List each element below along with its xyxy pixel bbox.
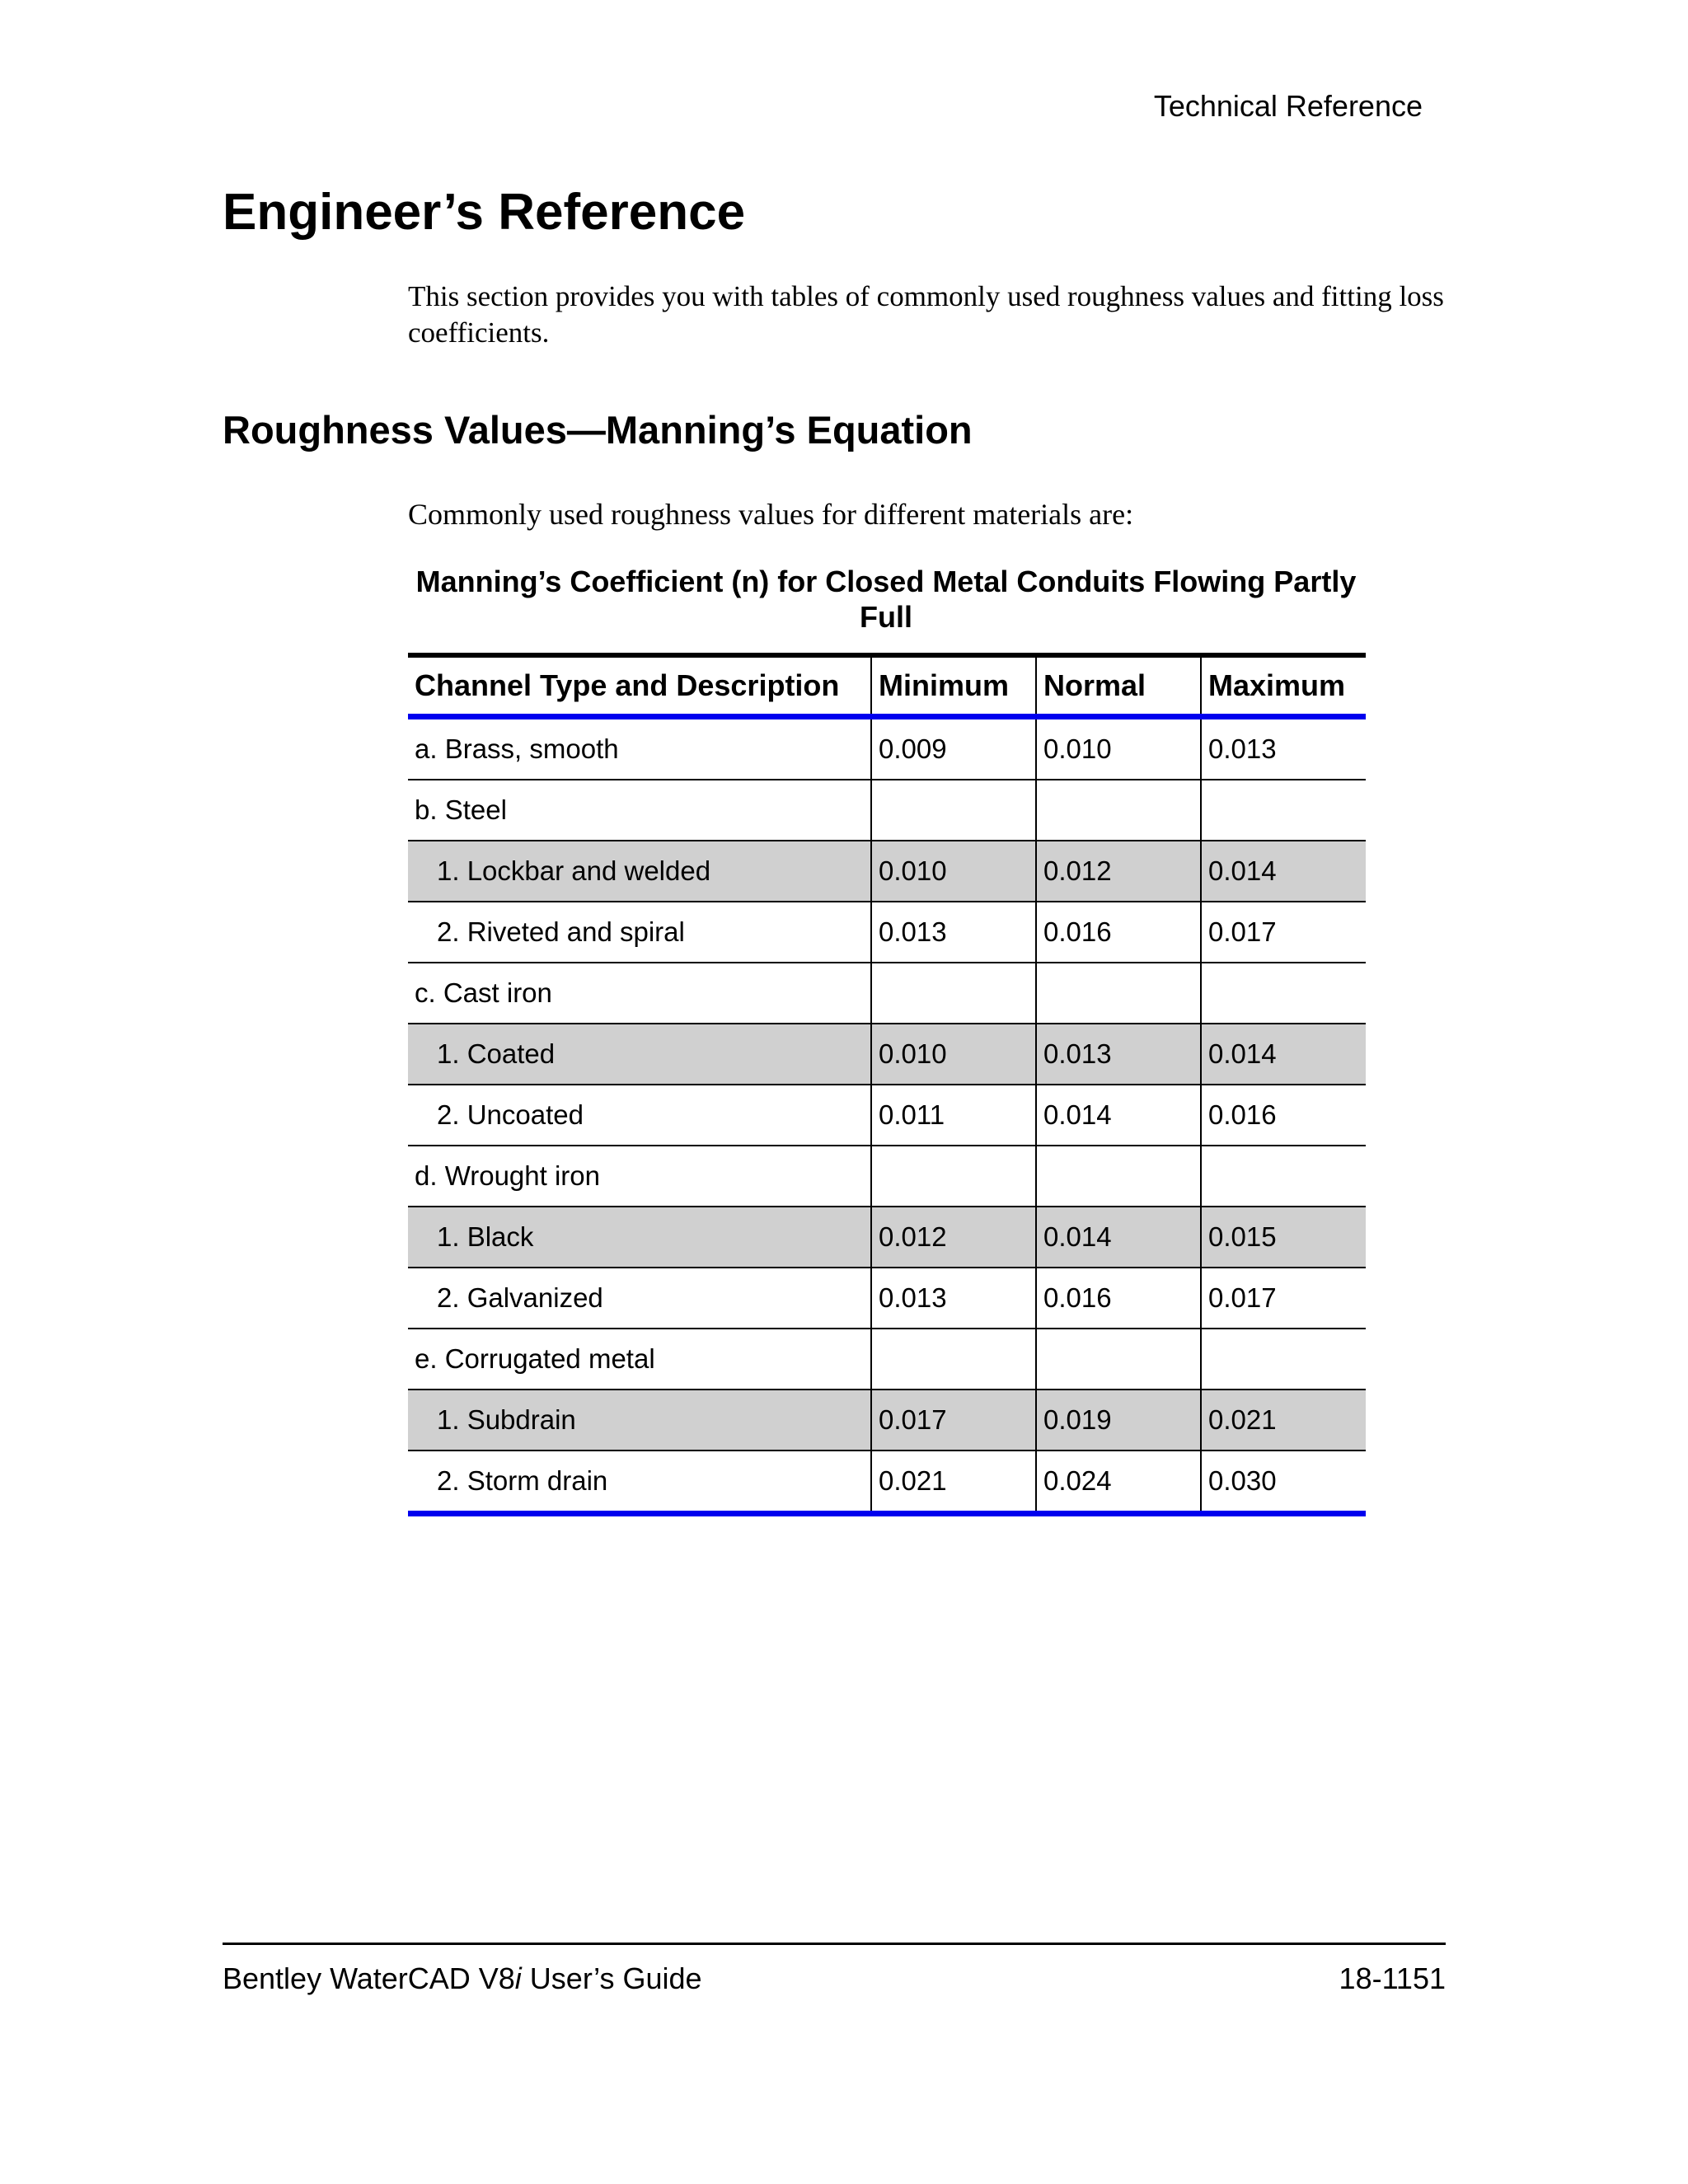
cell-description: 2. Storm drain [408,1451,871,1514]
table-row [408,1024,1366,1085]
cell-maximum [1201,963,1366,1024]
cell-maximum: 0.015 [1201,1207,1366,1268]
table-row [408,1390,1366,1451]
cell-maximum: 0.017 [1201,1268,1366,1329]
table-row [408,841,1366,902]
cell-normal: 0.016 [1036,1268,1201,1329]
cell-description: c. Cast iron [408,963,871,1024]
cell-minimum [871,1146,1036,1207]
cell-minimum [871,963,1036,1024]
cell-minimum: 0.021 [871,1451,1036,1514]
cell-description: e. Corrugated metal [408,1329,871,1390]
page-number: 18-1151 [1339,1961,1446,1995]
table-row [408,963,1366,1024]
cell-description: 2. Riveted and spiral [408,902,871,963]
cell-description: b. Steel [408,780,871,841]
cell-minimum: 0.017 [871,1390,1036,1451]
table-row [408,1146,1366,1207]
cell-maximum: 0.014 [1201,841,1366,902]
table-row [408,1329,1366,1390]
cell-normal [1036,780,1201,841]
cell-normal: 0.016 [1036,902,1201,963]
section-lead: Commonly used roughness values for different materials are: [408,498,1134,531]
roughness-table [408,653,1366,1516]
footer-divider [223,1943,1446,1945]
cell-normal: 0.019 [1036,1390,1201,1451]
intro-paragraph: This section provides you with tables of commonly used roughness values and fitting loss coefficients. [408,280,1444,349]
cell-normal: 0.014 [1036,1207,1201,1268]
column-header-maximum: Maximum [1201,655,1366,717]
cell-normal: 0.012 [1036,841,1201,902]
cell-maximum [1201,780,1366,841]
cell-description: 1. Lockbar and welded [408,841,871,902]
column-header-normal: Normal [1036,655,1201,717]
cell-maximum: 0.030 [1201,1451,1366,1514]
cell-maximum [1201,1329,1366,1390]
section-title: Roughness Values—Manning’s Equation [223,408,973,452]
cell-minimum [871,1329,1036,1390]
cell-minimum: 0.013 [871,902,1036,963]
cell-description: d. Wrought iron [408,1146,871,1207]
cell-description: 2. Uncoated [408,1085,871,1146]
cell-normal: 0.010 [1036,717,1201,780]
table-row [408,780,1366,841]
footer-guide-italic: i [514,1961,522,1995]
table-row [408,717,1366,780]
cell-normal: 0.014 [1036,1085,1201,1146]
cell-normal: 0.013 [1036,1024,1201,1085]
footer-guide-title [223,1961,702,1996]
cell-minimum: 0.013 [871,1268,1036,1329]
cell-minimum: 0.009 [871,717,1036,780]
cell-minimum: 0.010 [871,1024,1036,1085]
cell-description: 2. Galvanized [408,1268,871,1329]
column-header-minimum: Minimum [871,655,1036,717]
footer-guide-suffix: User’s Guide [521,1961,702,1995]
cell-maximum: 0.017 [1201,902,1366,963]
table-header-row [408,655,1366,717]
cell-minimum: 0.012 [871,1207,1036,1268]
cell-minimum: 0.010 [871,841,1036,902]
table-row [408,902,1366,963]
cell-maximum [1201,1146,1366,1207]
cell-maximum: 0.016 [1201,1085,1366,1146]
cell-maximum: 0.021 [1201,1390,1366,1451]
table-row [408,1207,1366,1268]
cell-normal [1036,963,1201,1024]
cell-normal: 0.024 [1036,1451,1201,1514]
cell-normal [1036,1146,1201,1207]
cell-minimum [871,780,1036,841]
running-header: Technical Reference [1153,89,1423,123]
cell-description: 1. Black [408,1207,871,1268]
table-row [408,1268,1366,1329]
table-row [408,1085,1366,1146]
table-row [408,1451,1366,1514]
column-header-channel-type: Channel Type and Description [415,668,840,702]
cell-description: 1. Subdrain [408,1390,871,1451]
cell-normal [1036,1329,1201,1390]
table-caption: Manning’s Coefficient (n) for Closed Metal Conduits Flowing Partly Full [415,565,1357,634]
footer-guide-prefix: Bentley WaterCAD V8 [223,1961,515,1995]
cell-description: 1. Coated [408,1024,871,1085]
cell-description: a. Brass, smooth [408,717,871,780]
cell-maximum: 0.013 [1201,717,1366,780]
cell-maximum: 0.014 [1201,1024,1366,1085]
page-title: Engineer’s Reference [223,184,746,241]
cell-minimum: 0.011 [871,1085,1036,1146]
